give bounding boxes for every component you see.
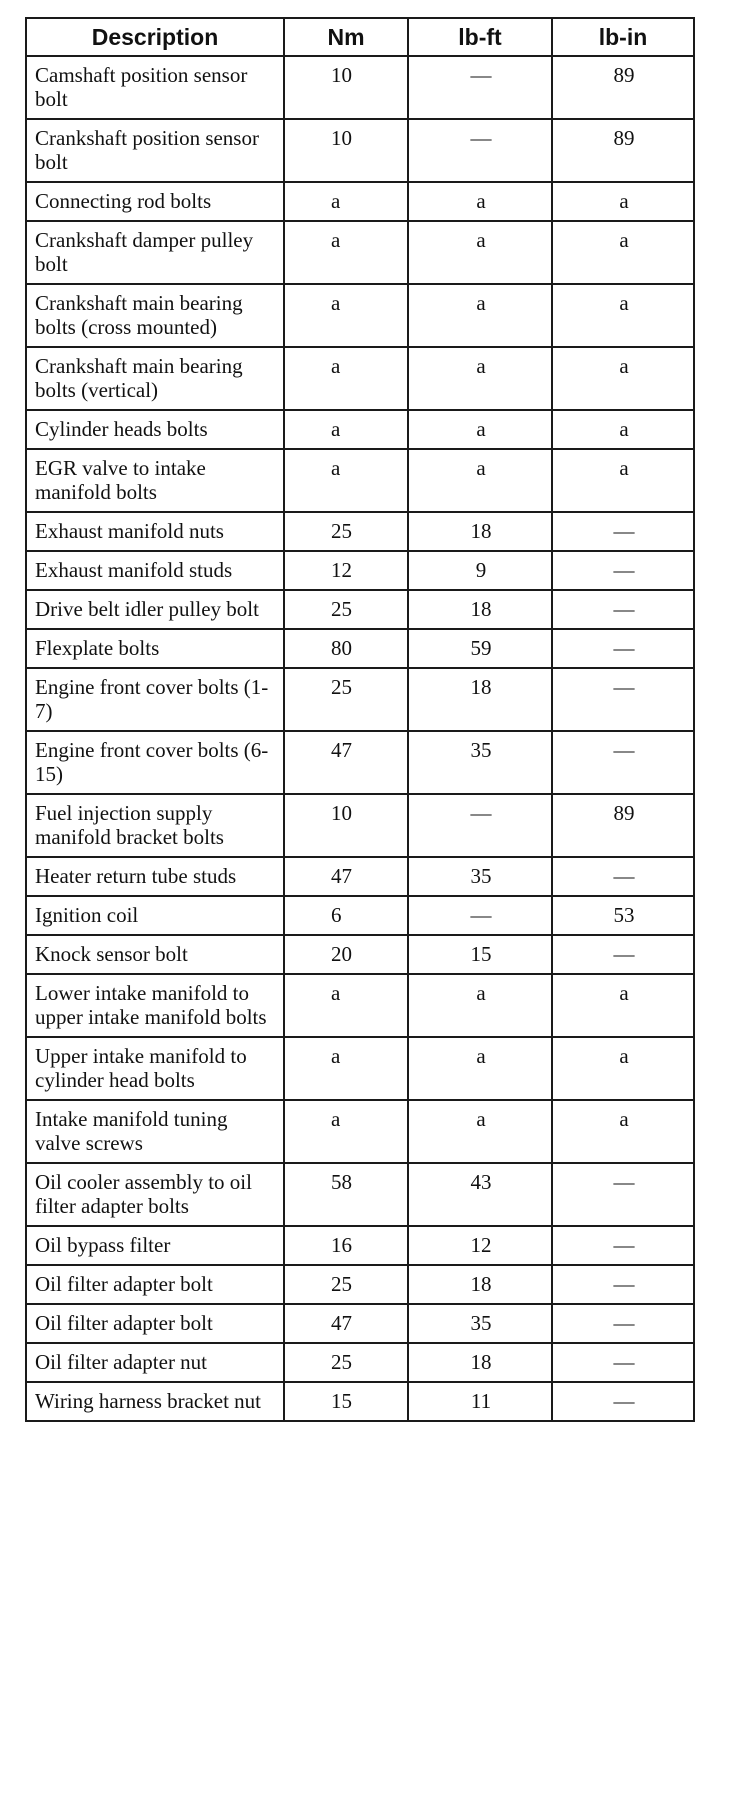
description-cell: Oil filter adapter bolt [26, 1265, 284, 1304]
description-cell: Oil cooler assembly to oil filter adapter bolts [26, 1163, 284, 1226]
lb-in-cell: a [552, 182, 694, 221]
description-cell: Heater return tube studs [26, 857, 284, 896]
lb-ft-cell: 35 [408, 857, 552, 896]
lb-in-cell: a [552, 1100, 694, 1163]
lb-in-cell: — [552, 1163, 694, 1226]
table-row [26, 1382, 694, 1421]
lb-in-cell: — [552, 629, 694, 668]
nm-cell: a [284, 347, 408, 410]
description-cell: Exhaust manifold nuts [26, 512, 284, 551]
lb-in-cell: 89 [552, 794, 694, 857]
description-cell: Crankshaft main bearing bolts (vertical) [26, 347, 284, 410]
nm-cell: a [284, 974, 408, 1037]
table-row [26, 731, 694, 794]
description-cell: Connecting rod bolts [26, 182, 284, 221]
table-row [26, 935, 694, 974]
table-row [26, 347, 694, 410]
lb-in-cell: a [552, 410, 694, 449]
nm-cell: a [284, 1037, 408, 1100]
lb-in-cell: a [552, 221, 694, 284]
table-row [26, 590, 694, 629]
table-row [26, 1343, 694, 1382]
header-row [26, 18, 694, 56]
nm-cell: 25 [284, 590, 408, 629]
table-row [26, 1100, 694, 1163]
description-cell: Crankshaft main bearing bolts (cross mounted) [26, 284, 284, 347]
lb-in-cell: a [552, 284, 694, 347]
header-nm: Nm [284, 18, 408, 56]
lb-ft-cell: a [408, 221, 552, 284]
nm-cell: 47 [284, 731, 408, 794]
description-cell: Lower intake manifold to upper intake manifold bolts [26, 974, 284, 1037]
nm-cell: a [284, 1100, 408, 1163]
table-row [26, 1226, 694, 1265]
lb-in-cell: — [552, 935, 694, 974]
lb-in-cell: 89 [552, 119, 694, 182]
nm-cell: a [284, 182, 408, 221]
table-row [26, 629, 694, 668]
lb-ft-cell: 15 [408, 935, 552, 974]
lb-in-cell: — [552, 668, 694, 731]
nm-cell: 25 [284, 1343, 408, 1382]
lb-in-cell: 53 [552, 896, 694, 935]
table-body [26, 56, 694, 1421]
table-row [26, 449, 694, 512]
nm-cell: 25 [284, 512, 408, 551]
lb-ft-cell: — [408, 794, 552, 857]
table-row [26, 410, 694, 449]
lb-ft-cell: a [408, 1037, 552, 1100]
lb-in-cell: 89 [552, 56, 694, 119]
table-header [26, 18, 694, 56]
table-row [26, 551, 694, 590]
table-row [26, 896, 694, 935]
table-row [26, 857, 694, 896]
lb-ft-cell: 9 [408, 551, 552, 590]
table-row [26, 1037, 694, 1100]
lb-ft-cell: 18 [408, 590, 552, 629]
table-row [26, 182, 694, 221]
table-row [26, 221, 694, 284]
lb-ft-cell: a [408, 347, 552, 410]
lb-ft-cell: — [408, 56, 552, 119]
description-cell: Wiring harness bracket nut [26, 1382, 284, 1421]
lb-ft-cell: — [408, 896, 552, 935]
nm-cell: 15 [284, 1382, 408, 1421]
nm-cell: 10 [284, 794, 408, 857]
table-row [26, 1265, 694, 1304]
lb-in-cell: — [552, 1265, 694, 1304]
description-cell: Fuel injection supply manifold bracket bolts [26, 794, 284, 857]
header-lb-ft: lb-ft [408, 18, 552, 56]
description-cell: Crankshaft damper pulley bolt [26, 221, 284, 284]
lb-ft-cell: a [408, 974, 552, 1037]
lb-in-cell: — [552, 551, 694, 590]
lb-ft-cell: 11 [408, 1382, 552, 1421]
description-cell: Exhaust manifold studs [26, 551, 284, 590]
lb-ft-cell: a [408, 410, 552, 449]
nm-cell: 25 [284, 668, 408, 731]
torque-specification-table [25, 17, 695, 1422]
nm-cell: 20 [284, 935, 408, 974]
nm-cell: 6 [284, 896, 408, 935]
nm-cell: 16 [284, 1226, 408, 1265]
header-description: Description [26, 18, 284, 56]
header-lb-in: lb-in [552, 18, 694, 56]
lb-in-cell: a [552, 449, 694, 512]
lb-in-cell: — [552, 731, 694, 794]
lb-in-cell: — [552, 512, 694, 551]
lb-ft-cell: a [408, 284, 552, 347]
table-row [26, 512, 694, 551]
lb-ft-cell: 18 [408, 668, 552, 731]
nm-cell: 80 [284, 629, 408, 668]
description-cell: Engine front cover bolts (1-7) [26, 668, 284, 731]
nm-cell: a [284, 449, 408, 512]
nm-cell: 58 [284, 1163, 408, 1226]
lb-in-cell: a [552, 974, 694, 1037]
lb-ft-cell: 35 [408, 731, 552, 794]
description-cell: Drive belt idler pulley bolt [26, 590, 284, 629]
lb-in-cell: — [552, 1304, 694, 1343]
table-row [26, 794, 694, 857]
lb-ft-cell: a [408, 182, 552, 221]
nm-cell: a [284, 410, 408, 449]
lb-in-cell: a [552, 1037, 694, 1100]
table-row [26, 974, 694, 1037]
lb-ft-cell: 18 [408, 1343, 552, 1382]
table-row [26, 56, 694, 119]
nm-cell: 10 [284, 56, 408, 119]
lb-ft-cell: a [408, 1100, 552, 1163]
description-cell: Knock sensor bolt [26, 935, 284, 974]
nm-cell: 25 [284, 1265, 408, 1304]
description-cell: Engine front cover bolts (6-15) [26, 731, 284, 794]
lb-in-cell: — [552, 590, 694, 629]
description-cell: Crankshaft position sensor bolt [26, 119, 284, 182]
lb-ft-cell: 18 [408, 512, 552, 551]
description-cell: Intake manifold tuning valve screws [26, 1100, 284, 1163]
nm-cell: 12 [284, 551, 408, 590]
lb-ft-cell: — [408, 119, 552, 182]
description-cell: Camshaft position sensor bolt [26, 56, 284, 119]
lb-in-cell: a [552, 347, 694, 410]
description-cell: Oil filter adapter nut [26, 1343, 284, 1382]
nm-cell: 47 [284, 857, 408, 896]
lb-in-cell: — [552, 1343, 694, 1382]
lb-ft-cell: 59 [408, 629, 552, 668]
lb-ft-cell: 43 [408, 1163, 552, 1226]
nm-cell: a [284, 284, 408, 347]
table-row [26, 1304, 694, 1343]
table-row [26, 668, 694, 731]
table-row [26, 1163, 694, 1226]
description-cell: EGR valve to intake manifold bolts [26, 449, 284, 512]
lb-ft-cell: a [408, 449, 552, 512]
lb-in-cell: — [552, 1382, 694, 1421]
table-row [26, 119, 694, 182]
description-cell: Oil bypass filter [26, 1226, 284, 1265]
description-cell: Flexplate bolts [26, 629, 284, 668]
lb-in-cell: — [552, 1226, 694, 1265]
nm-cell: a [284, 221, 408, 284]
nm-cell: 10 [284, 119, 408, 182]
description-cell: Oil filter adapter bolt [26, 1304, 284, 1343]
lb-ft-cell: 12 [408, 1226, 552, 1265]
description-cell: Upper intake manifold to cylinder head bolts [26, 1037, 284, 1100]
table-row [26, 284, 694, 347]
lb-ft-cell: 35 [408, 1304, 552, 1343]
lb-in-cell: — [552, 857, 694, 896]
description-cell: Ignition coil [26, 896, 284, 935]
lb-ft-cell: 18 [408, 1265, 552, 1304]
nm-cell: 47 [284, 1304, 408, 1343]
description-cell: Cylinder heads bolts [26, 410, 284, 449]
